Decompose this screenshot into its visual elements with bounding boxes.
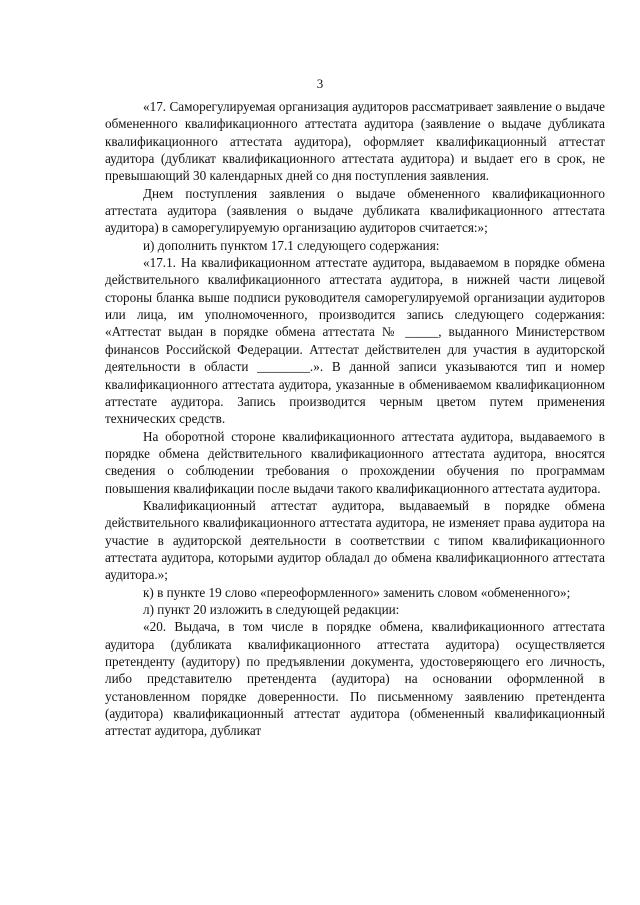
paragraph-item-k: к) в пункте 19 слово «переоформленного» заменить словом «обмененного»; [143, 584, 571, 600]
paragraph-item-l: л) пункт 20 изложить в следующей редакции: [143, 601, 400, 617]
paragraph-reverse-side: На оборотной стороне квалификационного аттестата аудитора, выдаваемого в порядке обмена действительного квалификационного аттестата аудитора, вносятся сведения о соблюдении требования о прохождении обучения по программам повышения квалификации после выдачи такого квалификационного аттестата аудитора. [105, 428, 605, 496]
page-number: 3 [316, 76, 324, 91]
paragraph-20: «20. Выдача, в том числе в порядке обмена, квалификационного аттестата аудитора (дубликата квалификационного аттестата аудитора) осуществляется претенденту (аудитору) по предъявлении документа, удостоверяющего его личность, либо представителю претендента (аудитора) на основании оформленной в установленном порядке доверенности. По письменному заявлению претендента (аудитора) квалификационный аттестат аудитора (обмененный квалификационный аттестат аудитора, дубликат [105, 619, 605, 739]
paragraph-certificate-rights: Квалификационный аттестат аудитора, выдаваемый в порядке обмена действительного квалификационного аттестата аудитора, не изменяет права аудитора на участие в аудиторской деятельности в соответствии с типом квалификационного аттестата аудитора, которыми аудитор обладал до обмена квалификационного аттестата аудитора.»; [105, 497, 605, 583]
document-body [105, 98, 605, 740]
paragraph-17-1: «17.1. На квалификационном аттестате аудитора, выдаваемом в порядке обмена действительного квалификационного аттестата аудитора, в нижней части лицевой стороны бланка выше подписи руководителя саморегулируемой организации аудиторов или лица, им уполномоченного, производится запись следующего содержания: «Аттестат выдан в порядке обмена аттестата № _____, выданного Министерством финансов Российской Федерации. Аттестат действителен для участия в аудиторской деятельности в области ________.». В данной записи указываются тип и номер квалификационного аттестата аудитора, указанные в обмениваемом квалификационном аттестате аудитора. Запись производится черным цветом путем применения технических средств. [105, 255, 605, 427]
paragraph-item-i: и) дополнить пунктом 17.1 следующего содержания: [143, 237, 440, 253]
paragraph-17: «17. Саморегулируемая организация аудиторов рассматривает заявление о выдаче обмененного квалификационного аттестата аудитора (заявление о выдаче дубликата квалификационного аттестата аудитора), оформляет квалификационный аттестат аудитора (дубликат квалификационного аттестата аудитора) и выдает его в срок, не превышающий 30 календарных дней со дня поступления заявления. [105, 99, 605, 184]
paragraph-application-date: Днем поступления заявления о выдаче обмененного квалификационного аттестата аудитора (заявления о выдаче дубликата квалификационного аттестата аудитора) в саморегулируемую организацию аудиторов считается:»; [105, 185, 605, 236]
